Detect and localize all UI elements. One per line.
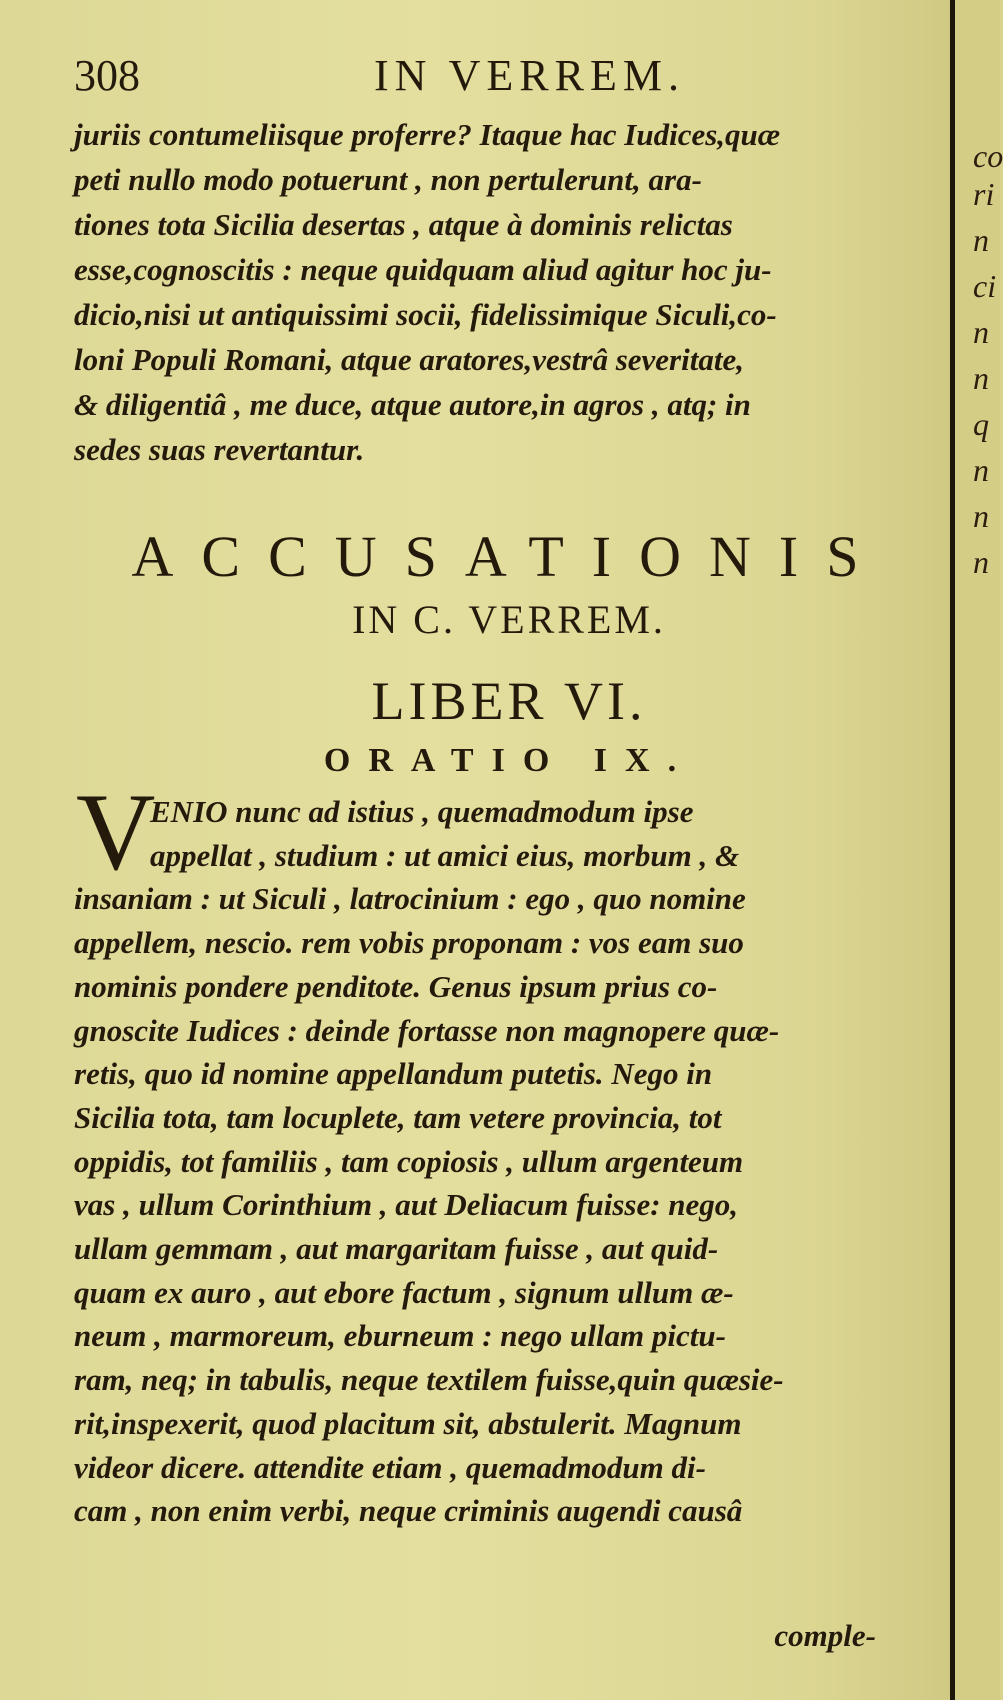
catchword: comple- [774, 1618, 876, 1653]
text-line: neum , marmoreum, eburneum : nego ullam pictu- [74, 1318, 726, 1354]
text-line: ENIO nunc ad istius , quemadmodum ipse [150, 794, 694, 829]
page-number: 308 [74, 51, 140, 100]
edge-fragment: n [973, 544, 989, 580]
text-line: loni Populi Romani, atque aratores,vestrâ severitate, [74, 342, 744, 377]
text-line: sedes suas revertantur. [74, 432, 365, 467]
edge-fragment: n [973, 314, 989, 350]
running-head: IN VERREM. [374, 51, 685, 100]
text-line: tiones tota Sicilia desertas , atque à dominis relictas [74, 207, 733, 242]
text-line: dicio,nisi ut antiquissimi socii, fidelissimique Siculi,co- [74, 297, 777, 332]
text-line: oppidis, tot familiis , tam copiosis , ullum argenteum [74, 1143, 744, 1179]
text-line: videor dicere. attendite etiam , quemadmodum di- [74, 1449, 706, 1485]
book-heading: LIBER VI. [371, 671, 647, 731]
text-line: esse,cognoscitis : neque quidquam aliud agitur hoc ju- [74, 252, 772, 287]
edge-fragment: ri [973, 176, 995, 212]
text-line: ullam gemmam , aut margaritam fuisse , aut quid- [74, 1231, 719, 1267]
text-line: appellat , studium : ut amici eius, morbum , & [150, 837, 740, 873]
oration-heading: ORATIO IX. [323, 742, 695, 779]
section-subtitle: IN C. VERREM. [352, 597, 666, 642]
edge-fragment: n [973, 222, 989, 258]
text-line: ram, neq; in tabulis, neque textilem fuisse,quin quæsie- [74, 1362, 784, 1398]
text-line: peti nullo modo potuerunt , non pertulerunt, ara- [74, 162, 702, 197]
text-line: insaniam : ut Siculi , latrocinium : ego , quo nomine [74, 881, 746, 917]
edge-fragment: q [973, 406, 989, 442]
oration-text-block [74, 790, 944, 1533]
text-line: vas , ullum Corinthium , aut Deliacum fuisse: nego, [74, 1187, 739, 1223]
edge-fragment: n [973, 452, 989, 488]
text-line: rit,inspexerit, quod placitum sit, abstulerit. Magnum [74, 1405, 742, 1441]
edge-fragment: n [973, 360, 989, 396]
text-line: nominis pondere penditote. Genus ipsum prius co- [74, 968, 718, 1004]
edge-fragment: n [973, 498, 989, 534]
text-line: appellem, nescio. rem vobis proponam : vos eam suo [74, 925, 744, 961]
adjacent-page-edge [955, 0, 1003, 1700]
text-line: retis, quo id nomine appellandum putetis. Nego in [74, 1056, 713, 1092]
text-line: cam , non enim verbi, neque criminis augendi causâ [74, 1493, 743, 1529]
page-header [74, 50, 944, 110]
section-title: ACCUSATIONIS [131, 524, 887, 589]
edge-fragment: ci [973, 268, 997, 304]
text-line: Sicilia tota, tam locuplete, tam vetere provincia, tot [74, 1099, 722, 1135]
drop-cap-initial: V [76, 771, 156, 893]
text-line: & diligentiâ , me duce, atque autore,in agros , atq; in [74, 387, 751, 422]
text-line: juriis contumeliisque proferre? Itaque hac Iudices,quæ [74, 117, 781, 152]
text-line: gnoscite Iudices : deinde fortasse non magnopere quæ- [74, 1012, 780, 1048]
preceding-text-block [74, 112, 944, 472]
text-line: quam ex auro , aut ebore factum , signum ullum æ- [74, 1274, 734, 1310]
edge-fragment: co [973, 138, 1003, 174]
